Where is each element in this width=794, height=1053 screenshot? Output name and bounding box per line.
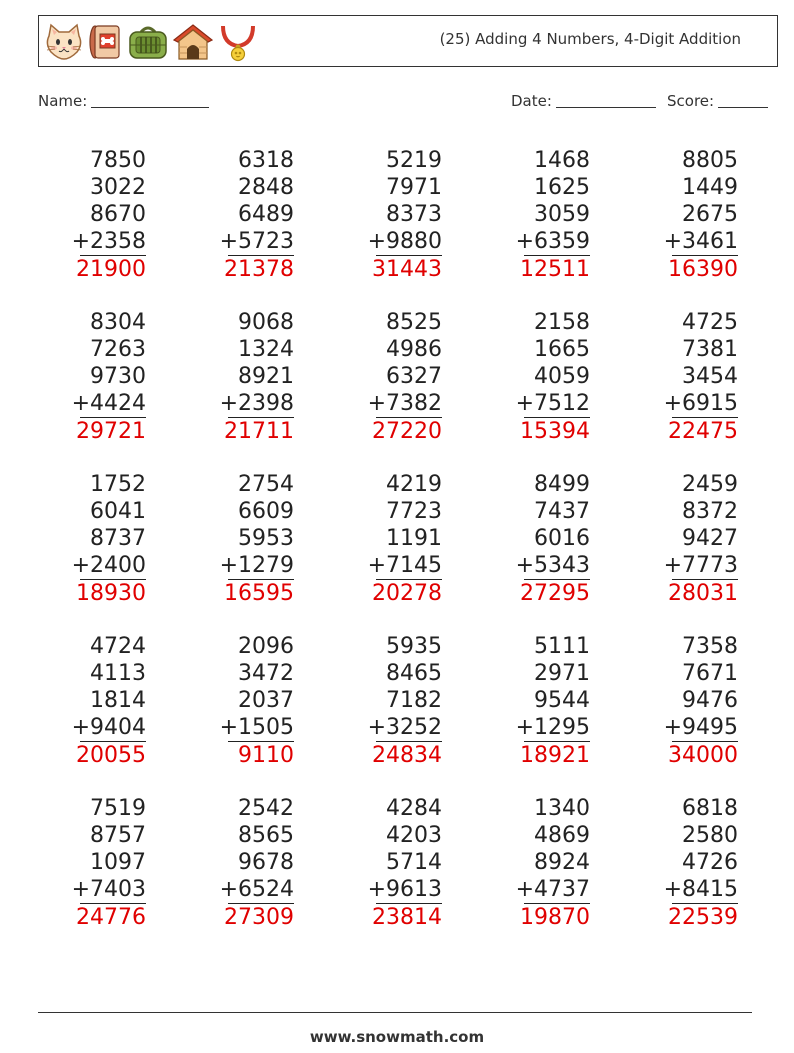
answer: 23814	[372, 905, 442, 930]
problem	[362, 471, 442, 607]
addend: 8373	[386, 202, 442, 227]
problem	[214, 633, 294, 769]
addend: 3454	[682, 364, 738, 389]
answer: 24776	[76, 905, 146, 930]
addend: 8921	[238, 364, 294, 389]
addend-with-plus: +6915	[663, 391, 738, 416]
addend: 7671	[682, 661, 738, 686]
addend: 3059	[534, 202, 590, 227]
addend: 8670	[90, 202, 146, 227]
addend: 9730	[90, 364, 146, 389]
addend: 4725	[682, 310, 738, 335]
answer: 21900	[76, 257, 146, 282]
addend: 9544	[534, 688, 590, 713]
problem	[658, 633, 738, 769]
addend: 9678	[238, 850, 294, 875]
addend-with-plus: +2400	[71, 553, 146, 578]
answer: 16390	[668, 257, 738, 282]
addend: 8499	[534, 472, 590, 497]
addend-with-plus: +9613	[367, 877, 442, 902]
addend-with-plus: +2358	[71, 229, 146, 254]
addend: 7971	[386, 175, 442, 200]
addend-with-plus: +7145	[367, 553, 442, 578]
problem	[66, 633, 146, 769]
addend: 2542	[238, 796, 294, 821]
addend-with-plus: +2398	[219, 391, 294, 416]
addend-with-plus: +6524	[219, 877, 294, 902]
addend: 1625	[534, 175, 590, 200]
addend-with-plus: +1505	[219, 715, 294, 740]
addend-with-plus: +8415	[663, 877, 738, 902]
addend: 8737	[90, 526, 146, 551]
addend: 1324	[238, 337, 294, 362]
addend: 1752	[90, 472, 146, 497]
problem	[214, 471, 294, 607]
addend: 2675	[682, 202, 738, 227]
answer: 34000	[668, 743, 738, 768]
addend-with-plus: +9404	[71, 715, 146, 740]
addend: 1191	[386, 526, 442, 551]
answer: 21378	[224, 257, 294, 282]
addend: 2971	[534, 661, 590, 686]
answer: 27295	[520, 581, 590, 606]
addend: 1097	[90, 850, 146, 875]
addend: 8304	[90, 310, 146, 335]
addend: 7723	[386, 499, 442, 524]
answer: 18921	[520, 743, 590, 768]
addend: 4113	[90, 661, 146, 686]
answer: 20055	[76, 743, 146, 768]
addend: 5714	[386, 850, 442, 875]
addend: 6609	[238, 499, 294, 524]
addend: 8372	[682, 499, 738, 524]
addend: 8565	[238, 823, 294, 848]
answer: 22475	[668, 419, 738, 444]
problem	[66, 309, 146, 445]
problem	[66, 147, 146, 283]
addend: 7850	[90, 148, 146, 173]
addend: 4869	[534, 823, 590, 848]
addend: 6818	[682, 796, 738, 821]
addend: 2580	[682, 823, 738, 848]
addend: 1449	[682, 175, 738, 200]
problem	[510, 633, 590, 769]
addend-with-plus: +4424	[71, 391, 146, 416]
addend: 8805	[682, 148, 738, 173]
addend: 5111	[534, 634, 590, 659]
addend: 1468	[534, 148, 590, 173]
addend-with-plus: +5343	[515, 553, 590, 578]
answer: 19870	[520, 905, 590, 930]
problem	[362, 795, 442, 931]
problem	[510, 147, 590, 283]
problem	[658, 309, 738, 445]
addend-with-plus: +7403	[71, 877, 146, 902]
addend-with-plus: +6359	[515, 229, 590, 254]
answer: 12511	[520, 257, 590, 282]
addend-with-plus: +1295	[515, 715, 590, 740]
answer: 31443	[372, 257, 442, 282]
addend: 4986	[386, 337, 442, 362]
addend: 1814	[90, 688, 146, 713]
answer: 18930	[76, 581, 146, 606]
addend: 7381	[682, 337, 738, 362]
addend: 5219	[386, 148, 442, 173]
addend: 4726	[682, 850, 738, 875]
addend: 6318	[238, 148, 294, 173]
problem	[658, 471, 738, 607]
addend-with-plus: +7773	[663, 553, 738, 578]
problem	[362, 309, 442, 445]
footer-divider	[38, 1012, 752, 1013]
addend-with-plus: +9880	[367, 229, 442, 254]
problem	[658, 147, 738, 283]
addend: 9068	[238, 310, 294, 335]
addend: 6489	[238, 202, 294, 227]
problem	[214, 795, 294, 931]
problem	[362, 147, 442, 283]
addend: 7263	[90, 337, 146, 362]
name-label: Name:	[38, 92, 88, 110]
addend: 6016	[534, 526, 590, 551]
addend: 9476	[682, 688, 738, 713]
addend: 8525	[386, 310, 442, 335]
worksheet-title: (25) Adding 4 Numbers, 4-Digit Addition	[439, 30, 741, 48]
problem	[214, 147, 294, 283]
problem	[510, 471, 590, 607]
addend: 9427	[682, 526, 738, 551]
addend: 5953	[238, 526, 294, 551]
addend: 7519	[90, 796, 146, 821]
addend: 1340	[534, 796, 590, 821]
answer: 9110	[238, 743, 294, 768]
answer: 22539	[668, 905, 738, 930]
addend: 4203	[386, 823, 442, 848]
addend-with-plus: +5723	[219, 229, 294, 254]
addend: 2459	[682, 472, 738, 497]
problem	[510, 309, 590, 445]
addend: 2754	[238, 472, 294, 497]
addend: 5935	[386, 634, 442, 659]
addend: 7437	[534, 499, 590, 524]
addend-with-plus: +4737	[515, 877, 590, 902]
answer: 28031	[668, 581, 738, 606]
date-label: Date:	[511, 92, 552, 110]
problem	[66, 795, 146, 931]
answer: 20278	[372, 581, 442, 606]
addend: 2848	[238, 175, 294, 200]
answer: 24834	[372, 743, 442, 768]
answer: 21711	[224, 419, 294, 444]
addend-with-plus: +9495	[663, 715, 738, 740]
addend: 7182	[386, 688, 442, 713]
addend: 2096	[238, 634, 294, 659]
addend-with-plus: +3461	[663, 229, 738, 254]
addend: 8924	[534, 850, 590, 875]
addend: 3022	[90, 175, 146, 200]
score-label: Score:	[667, 92, 715, 110]
addend: 7358	[682, 634, 738, 659]
addend: 4059	[534, 364, 590, 389]
addend-with-plus: +7382	[367, 391, 442, 416]
problem	[66, 471, 146, 607]
problem	[362, 633, 442, 769]
addend: 6041	[90, 499, 146, 524]
footer-site: www.snowmath.com	[309, 1028, 485, 1046]
addend: 6327	[386, 364, 442, 389]
answer: 27220	[372, 419, 442, 444]
addend: 8757	[90, 823, 146, 848]
answer: 16595	[224, 581, 294, 606]
addend: 1665	[534, 337, 590, 362]
answer: 27309	[224, 905, 294, 930]
addend-with-plus: +3252	[367, 715, 442, 740]
problem	[214, 309, 294, 445]
addend: 2037	[238, 688, 294, 713]
addend: 4219	[386, 472, 442, 497]
addend-with-plus: +7512	[515, 391, 590, 416]
answer: 29721	[76, 419, 146, 444]
addend: 3472	[238, 661, 294, 686]
addend-with-plus: +1279	[219, 553, 294, 578]
addend: 8465	[386, 661, 442, 686]
addend: 4724	[90, 634, 146, 659]
problem	[658, 795, 738, 931]
addend: 4284	[386, 796, 442, 821]
addend: 2158	[534, 310, 590, 335]
answer: 15394	[520, 419, 590, 444]
problem	[510, 795, 590, 931]
